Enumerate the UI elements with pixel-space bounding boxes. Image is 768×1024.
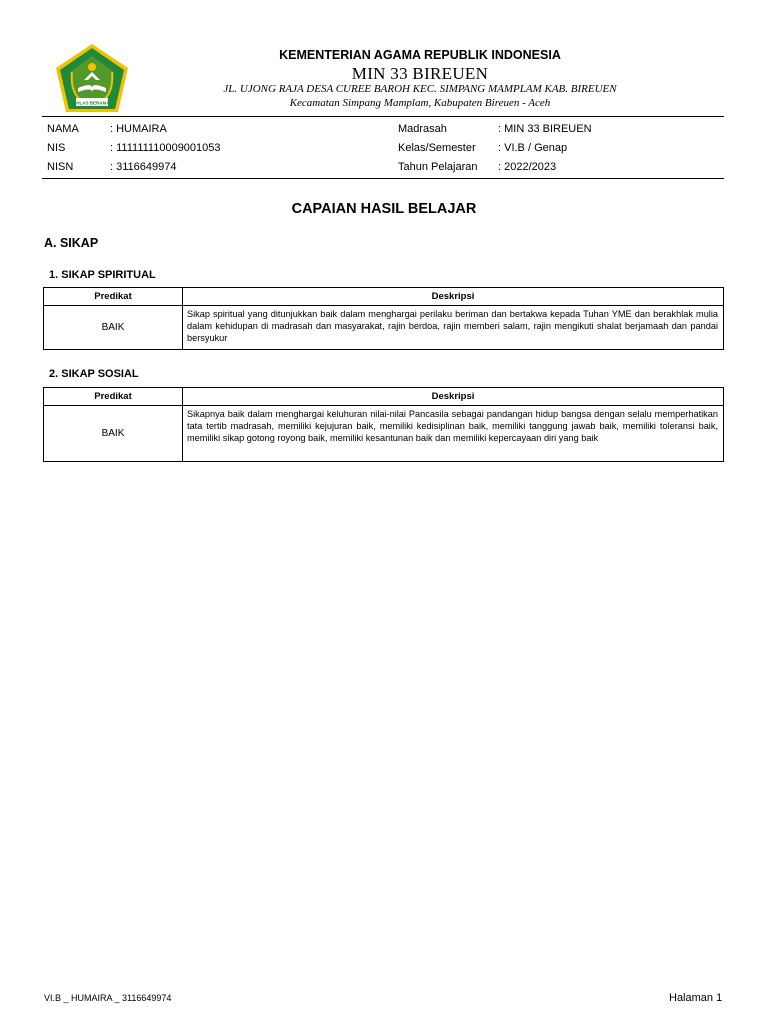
- name-label: NAMA: [47, 123, 79, 135]
- col-deskripsi: Deskripsi: [183, 288, 724, 306]
- col-predikat: Predikat: [44, 288, 183, 306]
- academic-year-value: : 2022/2023: [498, 161, 557, 173]
- footer-page-number: Halaman 1: [669, 992, 723, 1004]
- school-address: JL. UJONG RAJA DESA CUREE BAROH KEC. SIMPANG MAMPLAM KAB. BIREUEN: [223, 83, 617, 95]
- section-heading-sikap: A. SIKAP: [44, 236, 99, 250]
- nis-label: NIS: [47, 142, 66, 154]
- page-title: CAPAIAN HASIL BELAJAR: [291, 201, 477, 217]
- svg-text:IKHLAS BERAMAL: IKHLAS BERAMAL: [71, 100, 113, 106]
- spiritual-table: [43, 287, 724, 350]
- footer-student-ref: VI.B _ HUMAIRA _ 3116649974: [44, 993, 172, 1003]
- sosial-table: [43, 387, 724, 462]
- nisn-label: NISN: [47, 161, 74, 173]
- col-deskripsi: Deskripsi: [183, 388, 724, 406]
- spiritual-predikat: BAIK: [44, 306, 183, 350]
- subheading-sosial: 2. SIKAP SOSIAL: [49, 368, 139, 380]
- sosial-predikat: BAIK: [44, 406, 183, 462]
- subheading-spiritual: 1. SIKAP SPIRITUAL: [49, 269, 156, 281]
- class-semester-value: : VI.B / Genap: [498, 142, 568, 154]
- header-divider: [42, 116, 724, 117]
- academic-year-label: Tahun Pelajaran: [398, 161, 478, 173]
- madrasah-label: Madrasah: [398, 123, 447, 135]
- ministry-name: KEMENTERIAN AGAMA REPUBLIK INDONESIA: [279, 48, 561, 62]
- nis-value: : 111111110009001053: [110, 142, 221, 154]
- name-value: : HUMAIRA: [110, 123, 167, 135]
- info-divider: [42, 178, 724, 179]
- nisn-value: : 3116649974: [110, 161, 177, 173]
- sosial-deskripsi: Sikapnya baik dalam menghargai keluhuran nilai-nilai Pancasila sebagai pandangan hidup bangsa dengan selalu memperhatikan tata tertib madrasah, memiliki kejujuran baik, memiliki kedisiplinan baik, memiliki tanggung jawab baik, memiliki toleransi baik, memiliki sikap gotong royong baik, memiliki kesantunan baik dan memiliki kepercayaan diri yang baik: [183, 406, 724, 462]
- spiritual-deskripsi: Sikap spiritual yang ditunjukkan baik dalam menghargai perilaku beriman dan bertakwa kepada Tuhan YME dan berakhlak mulia dalam kehidupan di madrasah dan masyarakat, rajin berdoa, rajin memberi salam, rajin mengikuti shalat berjamaah dan pandai bersyukur: [183, 306, 724, 350]
- school-subdistrict: Kecamatan Simpang Mamplam, Kabupaten Bireuen - Aceh: [289, 97, 551, 109]
- col-predikat: Predikat: [44, 388, 183, 406]
- ministry-logo: [50, 42, 134, 118]
- madrasah-value: : MIN 33 BIREUEN: [498, 123, 592, 135]
- class-semester-label: Kelas/Semester: [398, 142, 476, 154]
- school-name: MIN 33 BIREUEN: [351, 64, 489, 83]
